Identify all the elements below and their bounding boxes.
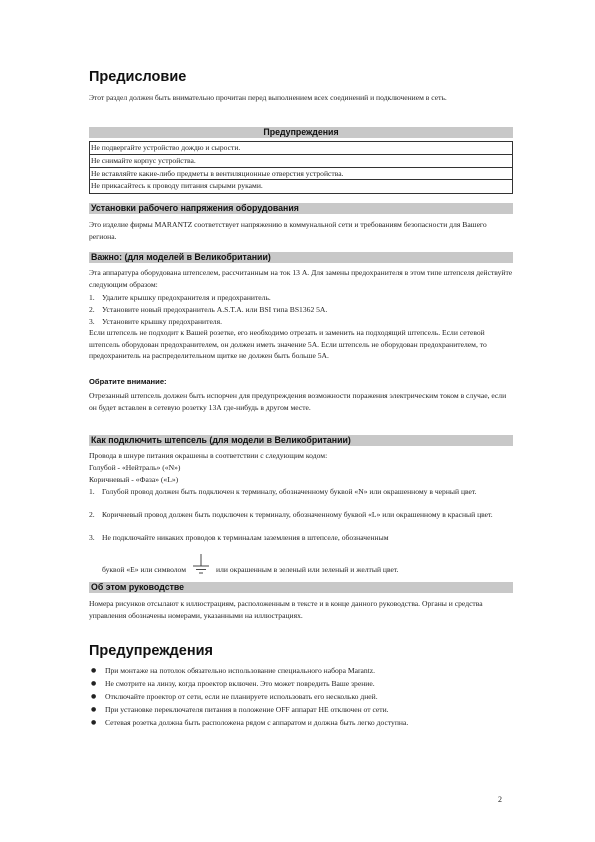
step-number: 1. (89, 293, 95, 302)
step-text: Коричневый провод должен быть подключен к терминалу, обозначенному буквой «L» или окрашенному в красный цвет. (102, 510, 493, 519)
bullet-icon: ● (91, 706, 97, 713)
warning-row: Не подвергайте устройство дождю и сырости. (90, 142, 512, 155)
step-number: 3. (89, 533, 95, 542)
step-text: Не подключайте никаких проводов к терминалам заземления в штепселе, обозначенным (102, 533, 389, 542)
step-number: 2. (89, 305, 95, 314)
plug-line: Коричневый - «Фаза» («L») (89, 475, 179, 484)
step-text: Установите крышку предохранителя. (102, 317, 222, 326)
plug-heading: Как подключить штепсель (для модели в Великобритании) (89, 435, 513, 446)
step-text: Установите новый предохранитель A.S.T.A. или BSI типа BS1362 5А. (102, 305, 328, 314)
step-number: 2. (89, 510, 95, 519)
plug-line: Провода в шнуре питания окрашены в соответствии с следующим кодом: (89, 451, 328, 460)
uk-heading: Важно: (для моделей в Великобритании) (89, 252, 513, 263)
warnings-box-heading: Предупреждения (89, 127, 513, 138)
note-heading: Обратите внимание: (89, 377, 167, 386)
bullet-icon: ● (91, 667, 97, 674)
cautions-title: Предупреждения (89, 643, 213, 659)
voltage-heading: Установки рабочего напряжения оборудования (89, 203, 513, 214)
step3-after-text: или окрашенным в зеленый или зеленый и желтый цвет. (216, 565, 399, 574)
warning-row: Не снимайте корпус устройства. (90, 155, 512, 168)
step-text: Голубой провод должен быть подключен к терминалу, обозначенному буквой «N» или окрашенному в черный цвет. (102, 487, 477, 496)
bullet-icon: ● (91, 719, 97, 726)
step-text: Удалите крышку предохранителя и предохранитель. (102, 293, 271, 302)
bullet-icon: ● (91, 680, 97, 687)
uk-paragraph: Эта аппаратура оборудована штепселем, рассчитанным на ток 13 А. Для замены предохранителя в этом типе штепселя действуйте следующим образом: (89, 268, 513, 289)
voltage-paragraph: Это изделие фирмы MARANTZ соответствует напряжению в коммунальной сети и требованиям безопасности для Вашего региона. (89, 220, 487, 241)
plug-line: Голубой - «Нейтраль» («N») (89, 463, 181, 472)
page-title: Предисловие (89, 69, 187, 85)
manual-paragraph: Номера рисунков отсылают к иллюстрациям, расположенным в тексте и в конце данного руководства. Органы и средства управления обозначены номерами, указанными на иллюстрациях. (89, 599, 483, 620)
warning-row: Не вставляйте какие-либо предметы в вентиляционные отверстия устройства. (90, 168, 512, 181)
step-number: 3. (89, 317, 95, 326)
manual-heading: Об этом руководстве (89, 582, 513, 593)
page-number: 2 (498, 795, 502, 804)
uk-paragraph-2: Если штепсель не подходит к Вашей розетке, его необходимо отрезать и заменить на подходящий штепсель. Если сетевой штепсель оборудован предохранителем, он должен иметь значение 5А. Если штепсель не оборудован предохранителем, то предохранитель на распределительном щитке не должен быть больше 5А. (89, 328, 487, 360)
note-paragraph: Отрезанный штепсель должен быть испорчен для предупреждения возможности поражения электрическим током в случае, если он будет вставлен в сетевую розетку 13А где-нибудь в другом месте. (89, 391, 507, 412)
step-number: 1. (89, 487, 95, 496)
intro-paragraph: Этот раздел должен быть внимательно прочитан перед выполнением всех соединений и подключением в сеть. (89, 93, 447, 102)
warning-row: Не прикасайтесь к проводу питания сырыми руками. (91, 181, 263, 191)
step3-before-text: буквой «Е» или символом (102, 565, 187, 574)
bullet-icon: ● (91, 693, 97, 700)
ground-symbol-icon (189, 554, 213, 576)
warnings-box (89, 141, 513, 194)
